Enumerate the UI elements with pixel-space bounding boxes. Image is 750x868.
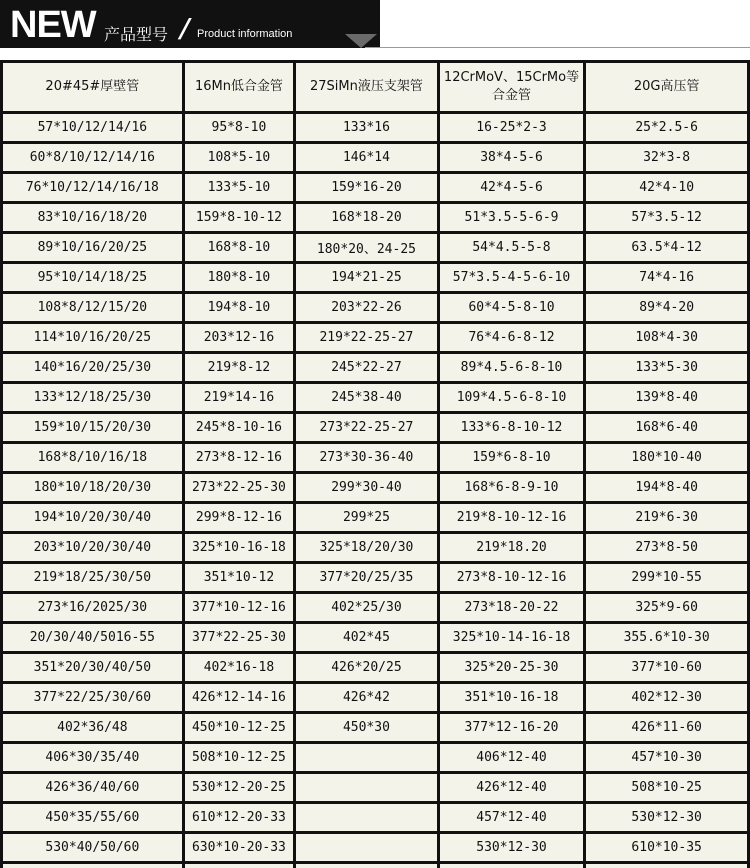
table-cell: 57*3.5-4-5-6-10 xyxy=(440,264,584,291)
table-row xyxy=(3,174,747,201)
table-row xyxy=(3,714,747,741)
table-cell: 610*10-35 xyxy=(586,834,747,861)
table-cell: 133*6-8-10-12 xyxy=(440,414,584,441)
table-cell: 450*35/55/60 xyxy=(3,804,182,831)
table-cell: 273*16/2025/30 xyxy=(3,594,182,621)
table-cell: 57*3.5-12 xyxy=(586,204,747,231)
table-cell: 273*22-25-27 xyxy=(296,414,437,441)
table-cell: 273*8-50 xyxy=(586,534,747,561)
table-cell: 630*10-20-33 xyxy=(185,834,293,861)
table-row xyxy=(3,444,747,471)
banner-title-cn: 产品型号 xyxy=(104,25,169,44)
table-cell: 245*22-27 xyxy=(296,354,437,381)
table-cell: 508*10-12-25 xyxy=(185,744,293,771)
table-row xyxy=(3,864,747,868)
table-cell: 203*10/20/30/40 xyxy=(3,534,182,561)
table-row xyxy=(3,534,747,561)
table-cell: 180*20、24-25 xyxy=(296,234,437,261)
table-cell: 402*12-30 xyxy=(586,684,747,711)
table-cell: 325*10-16-18 xyxy=(185,534,293,561)
table-cell: 530*12-30 xyxy=(440,834,584,861)
table-cell: 159*6-8-10 xyxy=(440,444,584,471)
table-row xyxy=(3,234,747,261)
table-cell: 180*10/18/20/30 xyxy=(3,474,182,501)
table-cell: 74*4-16 xyxy=(586,264,747,291)
table-cell: 351*10-12 xyxy=(185,564,293,591)
table-row xyxy=(3,144,747,171)
table-row xyxy=(3,564,747,591)
table-cell: 203*22-26 xyxy=(296,294,437,321)
table-cell: 194*21-25 xyxy=(296,264,437,291)
header-27simn-hydraulic-pipe: 27SiMn液压支架管 xyxy=(296,63,437,111)
banner-divider xyxy=(365,47,750,48)
table-cell: 402*36/48 xyxy=(3,714,182,741)
table-cell xyxy=(296,804,437,831)
table-cell: 426*12-40 xyxy=(440,774,584,801)
table-cell: 406*30/35/40 xyxy=(3,744,182,771)
table-cell: 402*16-18 xyxy=(185,654,293,681)
table-cell: 245*8-10-16 xyxy=(185,414,293,441)
table-cell: 42*4-5-6 xyxy=(440,174,584,201)
table-cell: 108*5-10 xyxy=(185,144,293,171)
table-cell: 402*25/30 xyxy=(296,594,437,621)
table-cell: 180*10-40 xyxy=(586,444,747,471)
table-cell: 299*8-12-16 xyxy=(185,504,293,531)
table-cell: 219*18.20 xyxy=(440,534,584,561)
table-cell: 194*8-10 xyxy=(185,294,293,321)
table-cell xyxy=(296,864,437,868)
table-cell: 108*4-30 xyxy=(586,324,747,351)
table-cell: 194*10/20/30/40 xyxy=(3,504,182,531)
table-cell: 54*4.5-5-8 xyxy=(440,234,584,261)
table-cell: 95*10/14/18/25 xyxy=(3,264,182,291)
table-row xyxy=(3,384,747,411)
table-cell: 450*30 xyxy=(296,714,437,741)
table-row xyxy=(3,804,747,831)
table-cell: 108*8/12/15/20 xyxy=(3,294,182,321)
table-cell xyxy=(185,864,293,868)
table-cell: 377*12-16-20 xyxy=(440,714,584,741)
table-cell: 159*10/15/20/30 xyxy=(3,414,182,441)
table-cell: 299*10-55 xyxy=(586,564,747,591)
table-cell: 219*6-30 xyxy=(586,504,747,531)
table-cell: 377*22-25-30 xyxy=(185,624,293,651)
table-cell: 325*10-14-16-18 xyxy=(440,624,584,651)
table-cell: 426*20/25 xyxy=(296,654,437,681)
table-cell: 76*4-6-8-12 xyxy=(440,324,584,351)
table-cell: 194*8-40 xyxy=(586,474,747,501)
table-cell: 133*5-10 xyxy=(185,174,293,201)
table-row xyxy=(3,264,747,291)
table-cell: 610*12-20-33 xyxy=(185,804,293,831)
table-cell: 109*4.5-6-8-10 xyxy=(440,384,584,411)
table-cell: 426*12-14-16 xyxy=(185,684,293,711)
table-cell: 377*20/25/35 xyxy=(296,564,437,591)
table-cell: 377*10-12-16 xyxy=(185,594,293,621)
table-cell: 32*3-8 xyxy=(586,144,747,171)
table-cell: 426*11-60 xyxy=(586,714,747,741)
table-cell: 25*2.5-6 xyxy=(586,114,747,141)
table-cell: 219*8-12 xyxy=(185,354,293,381)
table-cell xyxy=(586,864,747,868)
table-cell: 426*36/40/60 xyxy=(3,774,182,801)
table-cell xyxy=(296,774,437,801)
table-cell: 355.6*10-30 xyxy=(586,624,747,651)
product-info-banner xyxy=(0,0,750,60)
table-cell: 508*10-25 xyxy=(586,774,747,801)
table-cell: 219*14-16 xyxy=(185,384,293,411)
table-cell: 51*3.5-5-6-9 xyxy=(440,204,584,231)
table-row xyxy=(3,744,747,771)
table-cell: 146*14 xyxy=(296,144,437,171)
table-cell: 133*5-30 xyxy=(586,354,747,381)
header-16mn-low-alloy-pipe: 16Mn低合金管 xyxy=(185,63,293,111)
table-row xyxy=(3,354,747,381)
table-row xyxy=(3,654,747,681)
table-cell: 60*4-5-8-10 xyxy=(440,294,584,321)
table-row xyxy=(3,504,747,531)
spec-table xyxy=(0,60,750,868)
table-row xyxy=(3,774,747,801)
table-row xyxy=(3,324,747,351)
table-cell: 299*25 xyxy=(296,504,437,531)
table-row xyxy=(3,624,747,651)
table-cell: 168*6-8-9-10 xyxy=(440,474,584,501)
header-thick-wall-pipe: 20#45#厚壁管 xyxy=(3,63,182,111)
table-cell: 42*4-10 xyxy=(586,174,747,201)
table-cell: 63.5*4-12 xyxy=(586,234,747,261)
table-cell: 325*9-60 xyxy=(586,594,747,621)
table-cell: 57*10/12/14/16 xyxy=(3,114,182,141)
header-20g-high-pressure-pipe: 20G高压管 xyxy=(586,63,747,111)
table-cell: 245*38-40 xyxy=(296,384,437,411)
table-cell: 180*8-10 xyxy=(185,264,293,291)
table-cell: 530*12-30 xyxy=(586,804,747,831)
table-cell: 325*18/20/30 xyxy=(296,534,437,561)
table-cell xyxy=(296,744,437,771)
table-row xyxy=(3,294,747,321)
table-cell: 133*16 xyxy=(296,114,437,141)
table-cell: 140*16/20/25/30 xyxy=(3,354,182,381)
table-cell: 273*22-25-30 xyxy=(185,474,293,501)
table-cell: 16-25*2-3 xyxy=(440,114,584,141)
table-row xyxy=(3,594,747,621)
table-cell: 450*10-12-25 xyxy=(185,714,293,741)
table-cell: 133*12/18/25/30 xyxy=(3,384,182,411)
table-cell: 219*22-25-27 xyxy=(296,324,437,351)
table-cell: 76*10/12/14/16/18 xyxy=(3,174,182,201)
table-cell: 168*8-10 xyxy=(185,234,293,261)
table-cell: 168*18-20 xyxy=(296,204,437,231)
table-cell: 530*40/50/60 xyxy=(3,834,182,861)
new-label: NEW xyxy=(10,4,96,46)
table-row xyxy=(3,204,747,231)
table-cell: 20/30/40/5016-55 xyxy=(3,624,182,651)
table-cell: 114*10/16/20/25 xyxy=(3,324,182,351)
table-cell: 273*18-20-22 xyxy=(440,594,584,621)
table-cell: 95*8-10 xyxy=(185,114,293,141)
table-row xyxy=(3,684,747,711)
table-body xyxy=(3,114,747,868)
table-cell: 89*4-20 xyxy=(586,294,747,321)
table-cell: 377*22/25/30/60 xyxy=(3,684,182,711)
table-cell: 426*42 xyxy=(296,684,437,711)
table-cell: 38*4-5-6 xyxy=(440,144,584,171)
table-cell: 159*16-20 xyxy=(296,174,437,201)
table-row xyxy=(3,114,747,141)
table-cell: 457*10-30 xyxy=(586,744,747,771)
table-cell: 273*8-10-12-16 xyxy=(440,564,584,591)
table-cell: 89*4.5-6-8-10 xyxy=(440,354,584,381)
table-cell: 219*18/25/30/50 xyxy=(3,564,182,591)
table-cell: 299*30-40 xyxy=(296,474,437,501)
table-cell: 406*12-40 xyxy=(440,744,584,771)
banner-tail-decoration xyxy=(345,34,377,48)
table-row xyxy=(3,414,747,441)
table-cell: 325*20-25-30 xyxy=(440,654,584,681)
table-cell: 168*6-40 xyxy=(586,414,747,441)
table-cell: 203*12-16 xyxy=(185,324,293,351)
table-row xyxy=(3,474,747,501)
table-cell: 89*10/16/20/25 xyxy=(3,234,182,261)
banner-title-en: Product information xyxy=(197,28,293,40)
table-cell xyxy=(296,834,437,861)
banner-slash: / xyxy=(176,14,193,44)
table-cell: 159*8-10-12 xyxy=(185,204,293,231)
table-cell: 273*30-36-40 xyxy=(296,444,437,471)
table-cell: 60*8/10/12/14/16 xyxy=(3,144,182,171)
table-cell: 168*8/10/16/18 xyxy=(3,444,182,471)
table-cell: 457*12-40 xyxy=(440,804,584,831)
table-cell: 83*10/16/18/20 xyxy=(3,204,182,231)
table-cell: 139*8-40 xyxy=(586,384,747,411)
table-cell: 219*8-10-12-16 xyxy=(440,504,584,531)
header-alloy-pipe: 12CrMoV、15CrMo等合金管 xyxy=(440,63,584,111)
table-cell: 273*8-12-16 xyxy=(185,444,293,471)
table-cell: 351*20/30/40/50 xyxy=(3,654,182,681)
table-header-row xyxy=(3,63,747,111)
table-cell xyxy=(440,864,584,868)
spec-table-container xyxy=(0,60,750,868)
table-row xyxy=(3,834,747,861)
table-cell: 377*10-60 xyxy=(586,654,747,681)
table-cell: 530*12-20-25 xyxy=(185,774,293,801)
table-cell xyxy=(3,864,182,868)
table-cell: 351*10-16-18 xyxy=(440,684,584,711)
table-cell: 402*45 xyxy=(296,624,437,651)
